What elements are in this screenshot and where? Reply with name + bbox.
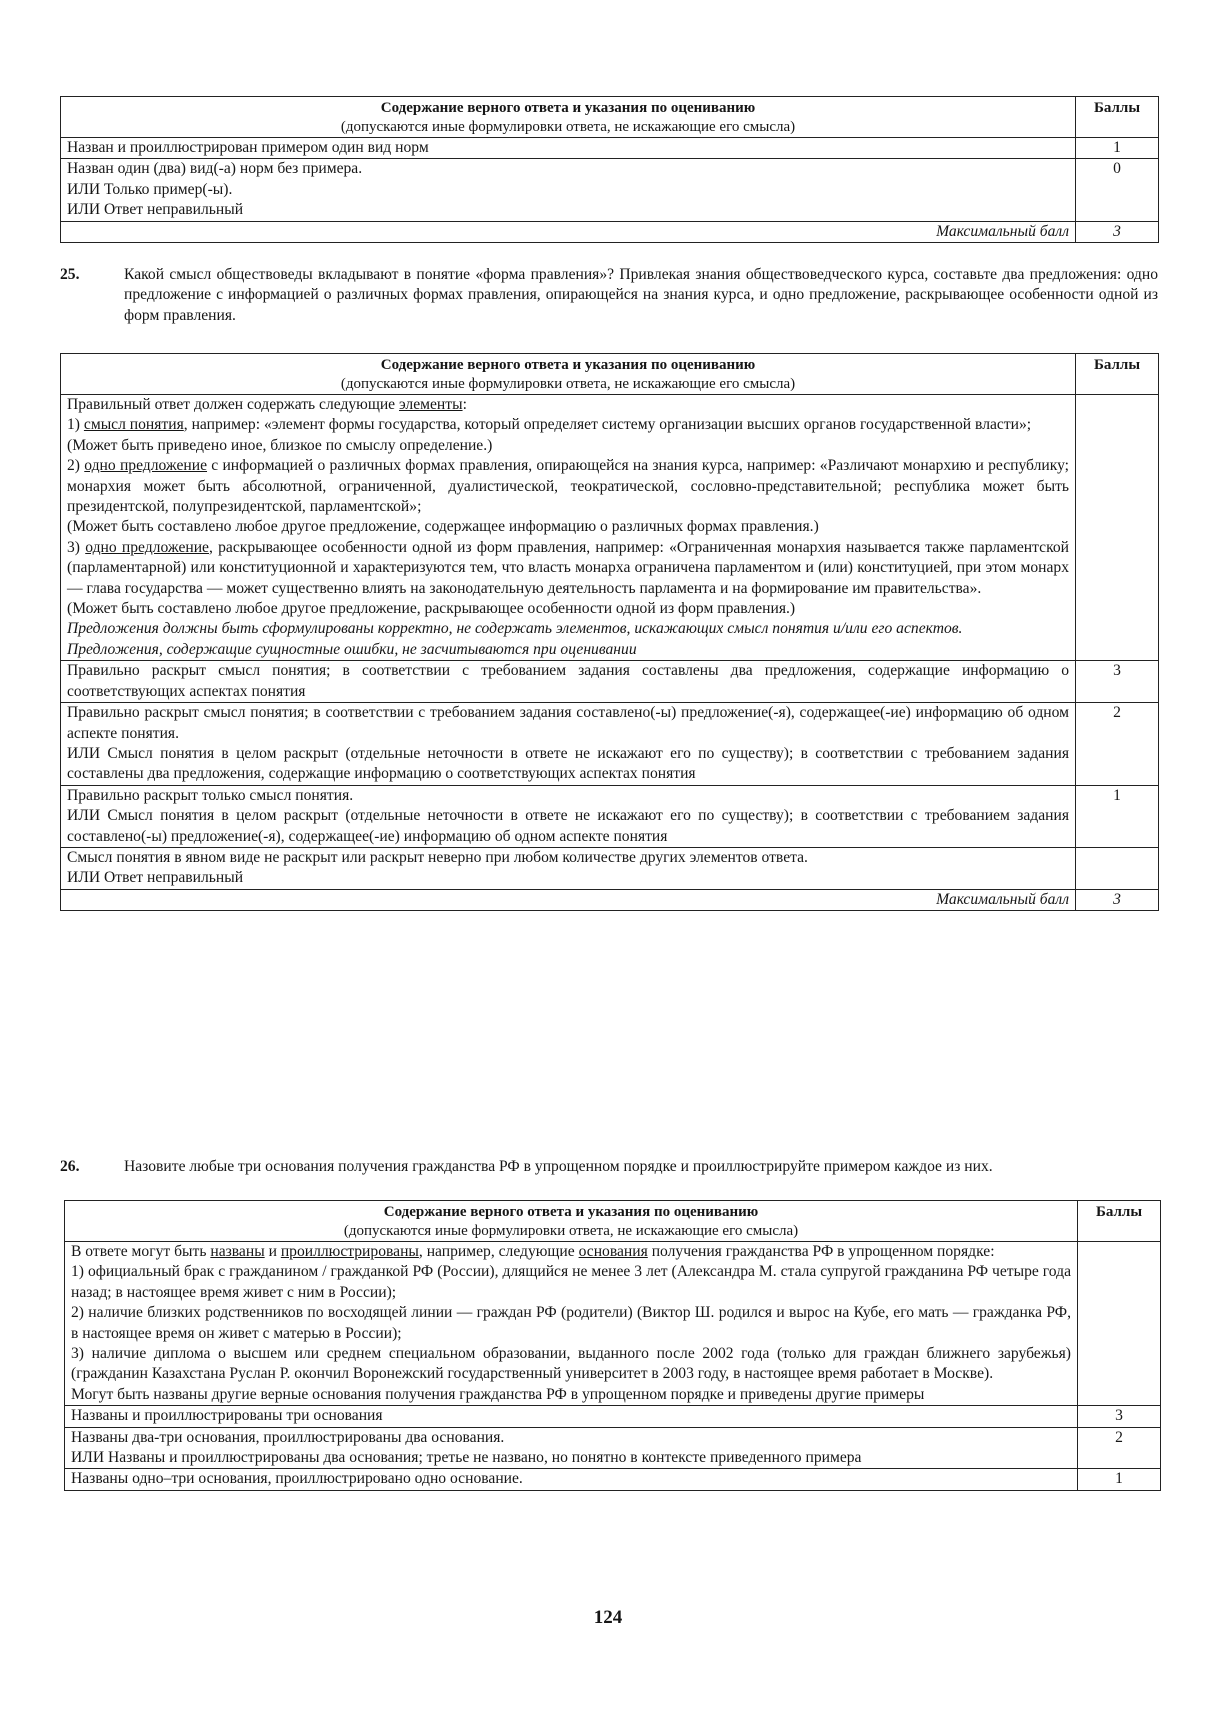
table-header: Содержание верного ответа и указания по оцениванию (допускаются иные формулировки ответа, не искажающие его смысла) (61, 354, 1076, 395)
task-text: Какой смысл обществоведы вкладывают в понятие «форма правления»? Привлекая знания обществоведческого курса, составьте два предложения: одно предложение с информацией о различных формах правления, опирающейся на знания курса, и одно предложение, раскрывающее особенности одной из форм правления. (124, 266, 1158, 324)
task-number: 26. (60, 1158, 80, 1175)
task-text: Назовите любые три основания получения гражданства РФ в упрощенном порядке и проиллюстрируйте примером каждое из них. (124, 1158, 993, 1175)
points-header: Баллы (1076, 354, 1159, 395)
table-header: Содержание верного ответа и указания по оцениванию (допускаются иные формулировки ответа, не искажающие его смысла) (65, 1201, 1078, 1242)
answer-content: В ответе могут быть названы и проиллюстрированы, например, следующие основания получения гражданства РФ в упрощенном порядке: 1) официальный брак с гражданином / гражданкой РФ (России), длящийся не менее 3 лет (Александра М. стала супругой гражданина РФ четыре года назад; в настоящее время живет с ним в России); 2) наличие близких родственников по восходящей линии — граждан РФ (родители) (Виктор Ш. родился и вырос на Кубе, его мать — гражданка РФ, в настоящее время он живет с матерью в России); 3) наличие диплома о высшем или среднем специальном образовании, выданного после 2002 года (только для граждан ближнего зарубежья) (гражданин Казахстана Руслан Р. окончил Воронежский государственный университет в 2003 году, в настоящее время работает в Москве). Могут быть названы другие верные основания получения гражданства РФ в упрощенном порядке и приведены другие примеры (65, 1242, 1078, 1406)
max-score-label: Максимальный балл (61, 222, 1076, 243)
task-number: 25. (60, 266, 80, 283)
points-header: Баллы (1076, 97, 1159, 138)
criterion-points: 1 (1076, 138, 1159, 159)
points-header: Баллы (1078, 1201, 1161, 1242)
criterion-row: Правильно раскрыт только смысл понятия. ИЛИ Смысл понятия в целом раскрыт (отдельные неточности в ответе не искажают его по существу); в соответствии с требованием задания составлено(-ы) предложение(-я), содержащее(-ие) информацию об одном аспекте понятия (61, 785, 1076, 847)
max-score-value: 3 (1076, 889, 1159, 910)
criteria-table-25 (60, 353, 1159, 911)
criterion-row: Названы и проиллюстрированы три основания (65, 1406, 1078, 1427)
criterion-row: Правильно раскрыт смысл понятия; в соответствии с требованием задания составлено(-ы) предложение(-я), содержащее(-ие) информацию об одном аспекте понятия. ИЛИ Смысл понятия в целом раскрыт (отдельные неточности в ответе не искажают его по существу); в соответствии с требованием задания составлены два предложения, содержащие информацию о соответствующих аспектах понятия (61, 703, 1076, 786)
criterion-points: 0 (1076, 159, 1159, 222)
criterion-row: Назван один (два) вид(-а) норм без примера. ИЛИ Только пример(-ы). ИЛИ Ответ неправильный (61, 159, 1076, 222)
criterion-points: 1 (1076, 785, 1159, 847)
criterion-row: Названы одно–три основания, проиллюстрировано одно основание. (65, 1469, 1078, 1490)
max-score-label: Максимальный балл (61, 889, 1076, 910)
criterion-row: Назван и проиллюстрирован примером один вид норм (61, 138, 1076, 159)
task-25 (60, 265, 1158, 326)
criterion-row: Правильно раскрыт смысл понятия; в соответствии с требованием задания составлены два предложения, содержащие информацию о соответствующих аспектах понятия (61, 661, 1076, 703)
criterion-points: 3 (1076, 661, 1159, 703)
criterion-points (1076, 847, 1159, 889)
task-26 (60, 1157, 1158, 1177)
criterion-points: 3 (1078, 1406, 1161, 1427)
criterion-points: 1 (1078, 1469, 1161, 1490)
answer-content: Правильный ответ должен содержать следующие элементы: 1) смысл понятия, например: «элемент формы государства, который определяет систему организации высших органов государственной власти»; (Может быть приведено иное, близкое по смыслу определение.) 2) одно предложение с информацией о различных формах правления, опирающейся на знания курса, например: «Различают монархию и республику; монархия может быть абсолютной, ограниченной, дуалистической, теократической, сословно-представительной; республика может быть президентской, полупрезидентской, парламентской»; (Может быть составлено любое другое предложение, содержащее информацию о различных формах правления.) 3) одно предложение, раскрывающее особенности одной из форм правления, например: «Ограниченная монархия называется также парламентской (парламентарной) или конституционной и характеризуются тем, что власть монарха ограничена парламентом и (или) конституцией, при этом монарх — глава государства — может существенно влиять на законодательную деятельность парламента и на формирование им правительства». (Может быть составлено любое другое предложение, раскрывающее особенности одной из форм правления.) Предложения должны быть сформулированы корректно, не содержать элементов, искажающих смысл понятия и/или его аспектов. Предложения, содержащие сущностные ошибки, не засчитываются при оценивании (61, 395, 1076, 661)
page-number: 124 (593, 1607, 623, 1628)
criterion-points: 2 (1076, 703, 1159, 786)
criteria-table-26 (64, 1200, 1161, 1491)
table-header: Содержание верного ответа и указания по оцениванию (допускаются иные формулировки ответа, не искажающие его смысла) (61, 97, 1076, 138)
criterion-row: Смысл понятия в явном виде не раскрыт или раскрыт неверно при любом количестве других элементов ответа. ИЛИ Ответ неправильный (61, 847, 1076, 889)
criteria-table-24 (60, 96, 1159, 243)
criterion-points: 2 (1078, 1427, 1161, 1469)
criterion-row: Названы два-три основания, проиллюстрированы два основания. ИЛИ Названы и проиллюстрированы два основания; третье не названо, но понятно в контексте приведенного примера (65, 1427, 1078, 1469)
max-score-value: 3 (1076, 222, 1159, 243)
